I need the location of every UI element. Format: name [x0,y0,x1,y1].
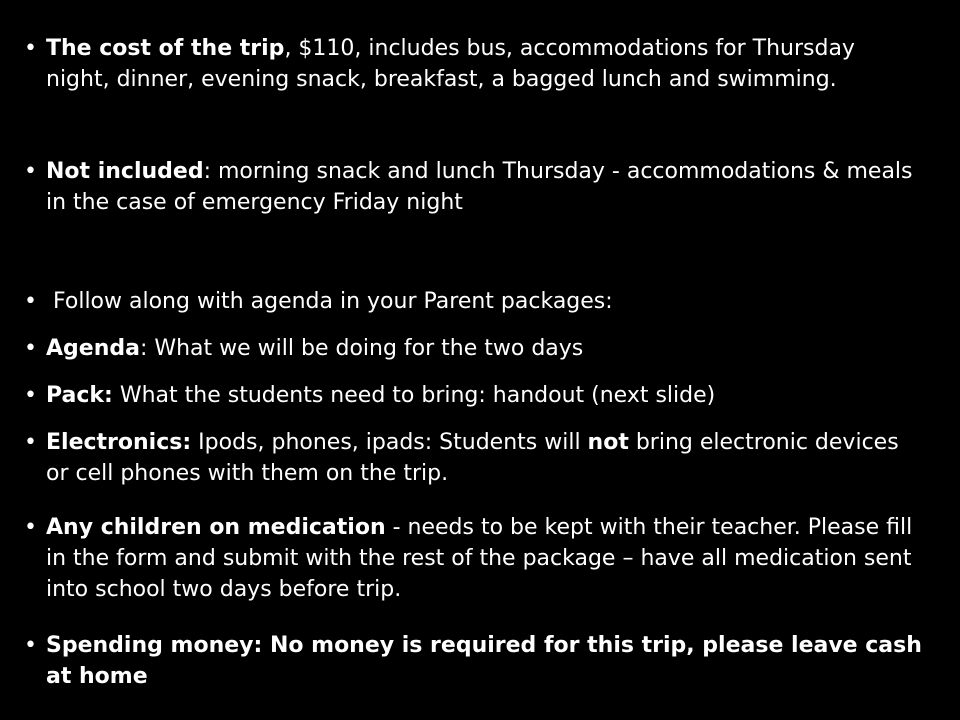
bullet-text [46,427,926,489]
bullet-marker: • [24,36,37,61]
bullet-lead: The cost of the trip [46,36,285,61]
bullet-lead: Not included [46,159,204,184]
bullet-body: What the students need to bring: handout (next slide) [112,383,716,408]
bullet-lead: Any children on medication [46,515,386,540]
bullet-marker: • [24,336,37,361]
bullet-text [46,512,926,605]
bullet-lead: Pack: [46,383,113,408]
bullet-body: : What we will be doing for the two days [139,336,584,361]
bullet-marker: • [24,383,37,408]
bullet-marker: • [24,633,37,658]
bullet-text [46,33,926,95]
bullet-body: - needs to be kept with their teacher. Please fill in the form and submit with the rest of the package – have all medication sent into school two days before trip. [46,515,920,602]
bullet-lead: Spending money: No money is required for this trip, please leave cash at home [46,633,930,689]
bullet-marker: • [24,159,37,184]
bullet-lead: Electronics: [46,430,192,455]
bullet-text [46,286,926,317]
bullet-text [46,333,926,364]
bullet-marker: • [24,515,37,540]
bullet-body-continued: bring electronic devices or cell phones with them on the trip. [46,430,906,486]
bullet-marker: • [24,430,37,455]
bullet-body: , $110, includes bus, accommodations for Thursday night, dinner, evening snack, breakfast, a bagged lunch and swimming. [46,36,869,92]
bullet-marker: • [24,289,37,314]
bullet-body: Ipods, phones, ipads: Students will [191,430,588,455]
bullet-text [46,380,926,411]
bullet-text [46,156,926,218]
bullet-body: Follow along with agenda in your Parent packages: [46,289,613,314]
bullet-body: : morning snack and lunch Thursday - accommodations & meals in the case of emergency Friday night [46,159,920,215]
bullet-lead: Agenda [46,336,140,361]
bullet-text [46,630,930,692]
bullet-emphasis: not [587,430,629,455]
